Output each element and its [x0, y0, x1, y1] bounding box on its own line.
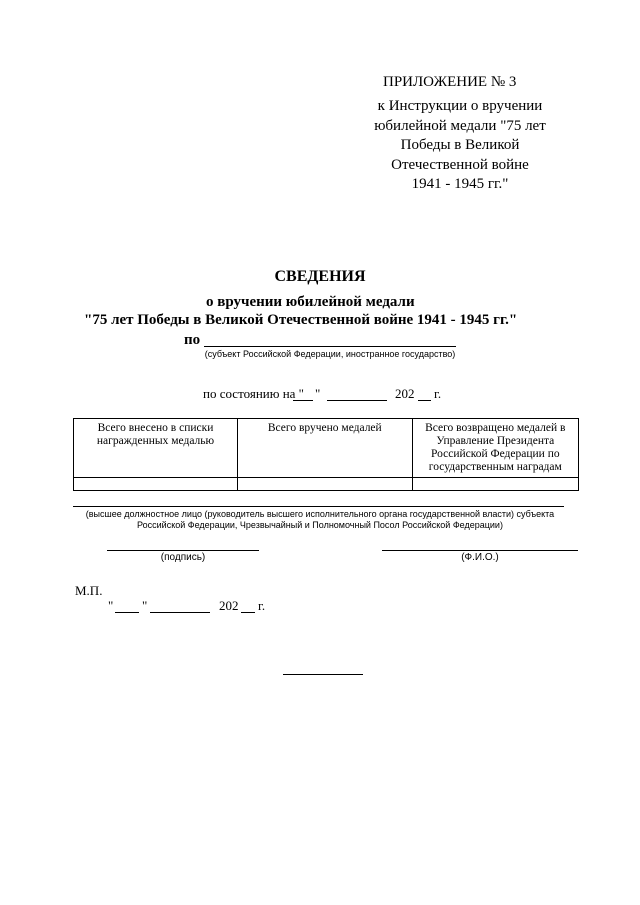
stamp-day-blank[interactable] [115, 612, 139, 613]
stamp-year-suffix: г. [258, 598, 266, 613]
stamp-year: 202 [219, 598, 239, 613]
official-hint: (высшее должностное лицо (руководитель высшего исполнительного органа государственной власти) субъекта Российской Федерации, Чрезвычайный и Полномочный Посол Российской Федерации) [85, 509, 555, 530]
appendix-ref-line: Победы в Великой [400, 137, 520, 154]
cell-listed[interactable] [74, 478, 238, 491]
appendix-ref-line: юбилейной медали "75 лет [374, 117, 546, 134]
status-prefix: по состоянию на " [203, 386, 304, 401]
appendix-ref-line: к Инструкции о вручении [377, 98, 543, 114]
status-year-suffix: г. [434, 386, 442, 401]
table-row [74, 478, 579, 491]
header-awarded: Всего вручено медалей [238, 419, 413, 478]
medal-name: "75 лет Победы в Великой Отечественной войне 1941 - 1945 гг." [84, 312, 518, 328]
status-month-blank[interactable] [327, 400, 387, 401]
medal-statistics-table [73, 418, 579, 491]
closing-separator [283, 674, 363, 675]
name-line[interactable] [382, 550, 578, 551]
cell-returned[interactable] [412, 478, 578, 491]
status-quote-close: " [315, 386, 321, 401]
appendix-reference [350, 97, 570, 195]
stamp-date-open: " [108, 598, 114, 613]
signature-label: (подпись) [160, 552, 206, 563]
appendix-ref-line: 1941 - 1945 гг." [411, 176, 509, 193]
stamp-date-close: " [142, 598, 148, 613]
stamp-month-blank[interactable] [150, 612, 210, 613]
stamp-label: М.П. [75, 583, 103, 598]
status-day-blank[interactable] [293, 400, 313, 401]
table-header-row [74, 419, 579, 478]
appendix-title: ПРИЛОЖЕНИЕ № 3 [383, 74, 517, 90]
status-year: 202 [395, 386, 415, 401]
document-subtitle: о вручении юбилейной медали [206, 294, 415, 310]
official-blank-line[interactable] [73, 506, 564, 507]
header-listed: Всего внесено в списки награжденных медалью [74, 419, 238, 478]
name-label: (Ф.И.О.) [461, 552, 499, 563]
subject-blank-line[interactable] [204, 346, 456, 347]
signature-line[interactable] [107, 550, 259, 551]
status-year-blank[interactable] [418, 400, 431, 401]
subject-hint: (субъект Российской Федерации, иностранное государство) [204, 349, 456, 359]
stamp-year-blank[interactable] [241, 612, 255, 613]
document-title: СВЕДЕНИЯ [274, 268, 366, 285]
po-label: по [184, 332, 201, 348]
appendix-ref-line: Отечественной войне [391, 156, 529, 173]
cell-awarded[interactable] [238, 478, 413, 491]
header-returned: Всего возвращено медалей в Управление Президента Российской Федерации по государственным наградам [412, 419, 578, 478]
